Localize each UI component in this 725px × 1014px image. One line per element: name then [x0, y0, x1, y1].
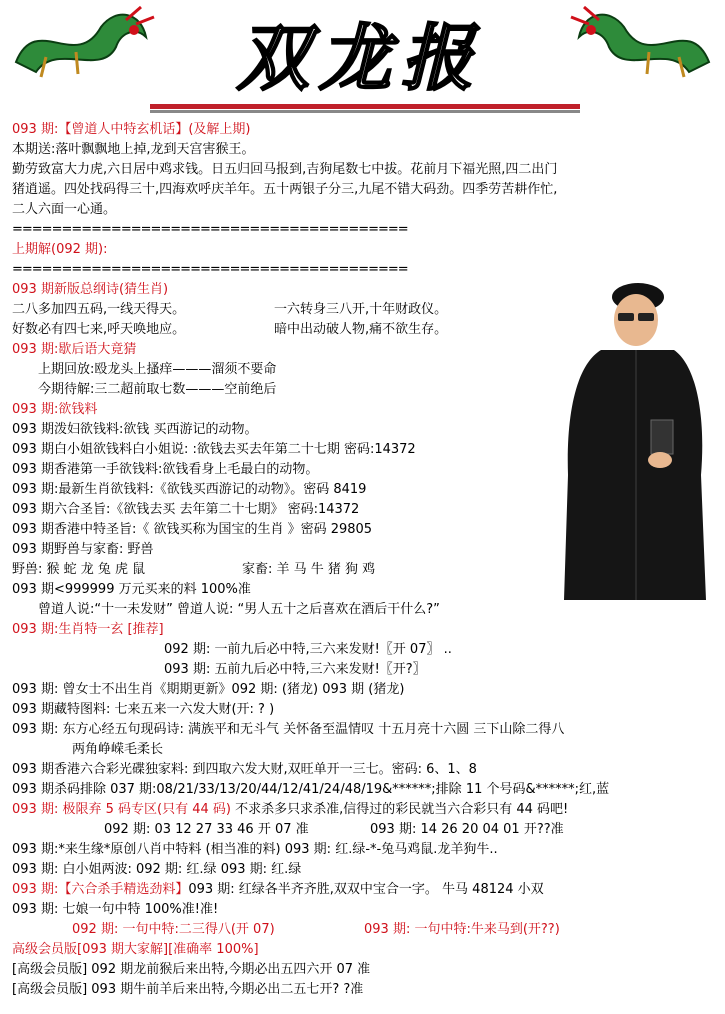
- text-line: 093 期六合圣旨:《欲钱去买 去年第二十七期》 密码:14372: [12, 502, 360, 517]
- separator: ========================================: [12, 262, 408, 277]
- text-line: 093 期野兽与家畜: 野兽: [12, 542, 154, 557]
- section-title: 093 期: 极限弃 5 码专区(只有 44 码): [12, 802, 231, 817]
- text-line: 093 期香港六合彩光碟独家料: 到四取六发大财,双旺单开一三七。密码: 6、1、8: [12, 762, 477, 777]
- poem-right: 暗中出动破人物,痛不欲生存。: [274, 322, 448, 337]
- one-sentence-093: 093 期: 一句中特:牛来马到(开??): [364, 922, 560, 937]
- text-line: 本期送:落叶飘飘地上掉,龙到天宫害猴王。: [12, 142, 255, 157]
- text-line: 093 期: 白小姐两波: 092 期: 红.绿 093 期: 红.绿: [12, 862, 302, 877]
- text-line: 猪逍遥。四处找码得三十,四海欢呼庆羊年。五十两银子分三,九尾不错大码劲。四季劳苦耕作忙,: [12, 182, 558, 197]
- limit-text: 不求杀多只求杀准,信得过的彩民就当六合彩只有 44 码吧!: [230, 802, 569, 817]
- text-line: 093 期香港第一手欲钱料:欲钱看身上毛最白的动物。: [12, 462, 319, 477]
- one-sentence-line: [12, 920, 712, 940]
- animal-line: [12, 560, 712, 580]
- wild-animals: 野兽: 猴 蛇 龙 兔 虎 鼠: [12, 562, 146, 577]
- text-line: [高级会员版] 093 期牛前羊后来出特,今期必出二五七开? ?准: [12, 982, 364, 997]
- limit-line: [12, 800, 712, 820]
- poem-line: [12, 300, 712, 320]
- six-text: 093 期: 红绿各半齐齐胜,双双中宝合一字。 牛马 48124 小双: [188, 882, 544, 897]
- section-title: 093 期:歇后语大竟猜: [12, 342, 137, 357]
- poem-line: [12, 320, 712, 340]
- section-title: 上期解(092 期):: [12, 242, 108, 257]
- text-line: 二人六面一心通。: [12, 202, 117, 217]
- six-line: [12, 880, 712, 900]
- text-line: 两角峥嵘毛柔长: [72, 742, 164, 757]
- limit-093: 093 期: 14 26 20 04 01 开??准: [370, 822, 564, 837]
- dragon-icon: [6, 2, 156, 82]
- title-underline: [150, 104, 580, 109]
- text-line: 093 期: 曾女士不出生肖《期期更新》092 期: (猪龙) 093 期 (猪龙): [12, 682, 405, 697]
- dragon-icon: [569, 2, 719, 82]
- section-title: 093 期新版总纲诗(猜生肖): [12, 282, 169, 297]
- text-line: 今期待解:三二超前取七数———空前绝后: [38, 382, 277, 397]
- text-line: 上期回放:殴龙头上搔痒———溜须不要命: [38, 362, 277, 377]
- poem-right: 一六转身三八开,十年财政仪。: [274, 302, 448, 317]
- text-line: 093 期: 七娘一句中特 100%准!准!: [12, 902, 219, 917]
- text-line: 093 期白小姐欲钱料白小姐说: :欲钱去买去年第二十七期 密码:14372: [12, 442, 416, 457]
- section-title: 093 期:欲钱料: [12, 402, 98, 417]
- text-line: 092 期: 一前九后必中特,三六来发财!〖开 07〗 ..: [164, 642, 452, 657]
- article-body: [12, 120, 712, 1000]
- text-line: 曾道人说:“十一未发财” 曾道人说: “男人五十之后喜欢在酒后干什么?”: [38, 602, 440, 617]
- section-title: 093 期:【曾道人中特玄机话】(及解上期): [12, 122, 251, 137]
- section-title: 高级会员版[093 期大家解][准确率 100%]: [12, 942, 259, 957]
- text-line: 093 期藏特图料: 七来五来一六发大财(开: ? ): [12, 702, 275, 717]
- text-line: 093 期<999999 万元买来的料 100%准: [12, 582, 251, 597]
- text-line: 勤劳致富大力虎,六日居中鸡求钱。日五归回马报到,吉狗尾数七中拔。花前月下福光照,四二出门: [12, 162, 558, 177]
- limit-numbers: [12, 820, 712, 840]
- domestic-animals: 家畜: 羊 马 牛 猪 狗 鸡: [242, 562, 376, 577]
- poem-left: 好数必有四七来,呼天唤地应。: [12, 322, 186, 337]
- text-line: [高级会员版] 092 期龙前猴后来出特,今期必出五四六开 07 准: [12, 962, 371, 977]
- section-title: 093 期:【六合杀手精选劲料】: [12, 882, 189, 897]
- separator: ========================================: [12, 222, 408, 237]
- text-line: 093 期: 五前九后必中特,三六来发财!〖开?〗: [164, 662, 426, 677]
- text-line: 093 期: 东方心经五句现码诗: 满族平和无斗气 关怀备至温情叹 十五月亮十六圆 三下山除二得八: [12, 722, 565, 737]
- text-line: 093 期泼妇欲钱料:欲钱 买西游记的动物。: [12, 422, 258, 437]
- one-sentence-092: 092 期: 一句中特:二三得八(开 07): [72, 922, 275, 937]
- limit-092: 092 期: 03 12 27 33 46 开 07 准: [104, 822, 309, 837]
- text-line: 093 期:最新生肖欲钱料:《欲钱买西游记的动物》。密码 8419: [12, 482, 367, 497]
- header: [0, 0, 725, 122]
- title-underline-shadow: [150, 110, 580, 113]
- text-line: 093 期:*来生缘*原创八肖中特料 (相当准的料) 093 期: 红.绿-*-兔马鸡鼠.龙羊狗牛..: [12, 842, 498, 857]
- text-line: 093 期杀码排除 037 期:08/21/33/13/20/44/12/41/24/48/19&******;排除 11 个号码&******;红,蓝: [12, 782, 610, 797]
- poem-left: 二八多加四五码,一线天得天。: [12, 302, 186, 317]
- text-line: 093 期香港中特圣旨:《 欲钱买称为国宝的生肖 》密码 29805: [12, 522, 373, 537]
- page-title: 双龙报: [236, 15, 483, 100]
- section-title: 093 期:生肖特一玄 [推荐]: [12, 622, 164, 637]
